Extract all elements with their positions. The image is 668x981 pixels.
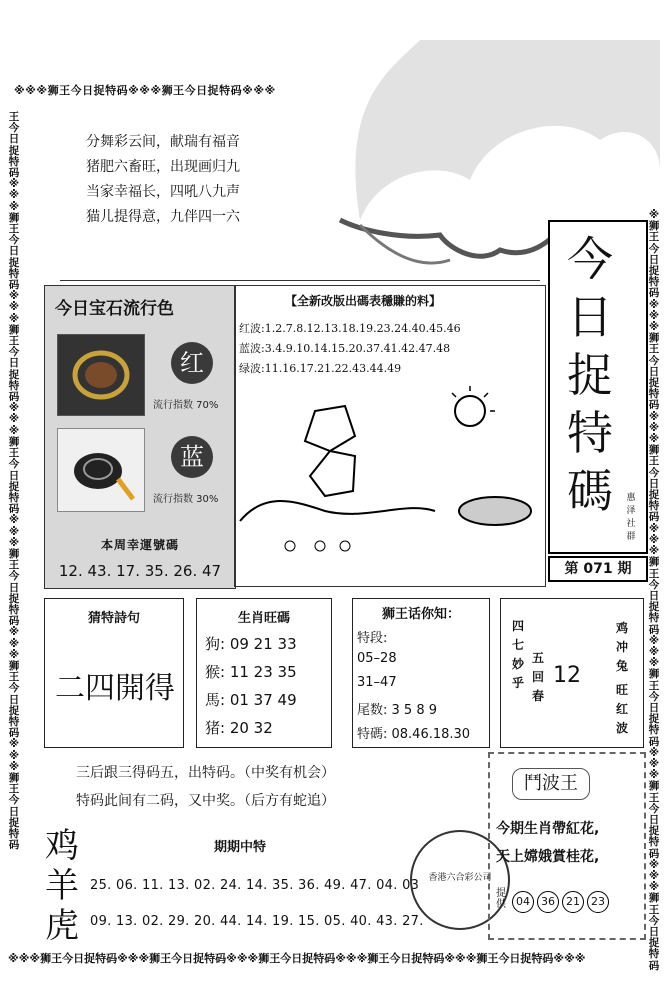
zodiac-line: 猴: 11 23 35 [205,663,297,681]
zodiac-title: 生肖旺碼 [237,611,290,626]
lucky-label: 本周幸運號碼 [100,538,179,552]
right-col-text: 四七妙乎 [511,619,524,690]
bottom-banner: ※※※狮王今日捉特码※※※狮王今日捉特码※※※狮王今日捉特码※※※狮王今日捉特码※※※狮王今日捉特码※※※ [8,952,586,965]
note-line: 特码此间有二码，又中奖。（后方有蛇追） [76,793,335,809]
provider-label: 提供 [496,888,506,910]
wave-title: 【全新改版出碼表穩賺的料】 [285,294,442,308]
blue-index: 流行指数 30% [153,494,219,505]
zodiac-big-char: 鸡 [45,826,79,866]
note-line: 三后跟三得码五，出特码。（中奖有机会） [76,765,335,781]
green-wave-numbers: 绿波:11.16.17.21.22.43.44.49 [239,362,402,375]
blue-color-badge: 蓝 [171,436,213,478]
gem-ring-image [57,428,145,512]
zodiac-line: 狗: 09 21 33 [205,635,297,653]
title-char: 日 [567,290,613,344]
wave-king-title: 鬥波王 [512,768,590,800]
gem-panel [44,285,236,589]
gem-ring-image [57,334,145,416]
right-col-text: 旺红波 [615,683,628,735]
poem-line: 猪肥六畜旺，出现画归九 [86,159,240,175]
lion-title: 狮王话你知： [381,607,460,622]
period-numbers: 09. 13. 02. 29. 20. 44. 14. 19. 15. 05. 40. 43. 27. [90,914,424,929]
top-banner: ※※※狮王今日捉特码※※※狮王今日捉特码※※※ [14,84,276,97]
sketch-illustration [235,381,545,581]
period-label: 期期中特 [214,840,267,855]
gem-title: 今日宝石流行色 [55,299,174,319]
zodiac-panel [196,598,332,748]
guess-poem-panel [44,598,184,748]
number-ball: 21 [562,891,584,913]
title-char: 特 [567,406,613,460]
zodiac-big-char: 羊 [45,866,79,906]
blue-wave-numbers: 蓝波:3.4.9.10.14.15.20.37.41.42.47.48 [239,342,451,355]
title-small: 惠泽社群 [626,493,636,542]
wave-king-panel [488,752,646,940]
divider [60,280,540,281]
poem [86,130,240,230]
red-wave-numbers: 红波:1.2.7.8.12.13.18.19.23.24.40.45.46 [239,322,461,335]
ball-row [512,890,612,913]
number-ball: 23 [587,891,609,913]
right-side-banner: ※狮王今日捉特码※※※狮王今日捉特码※※※狮王今日捉特码※※※狮王今日捉特码※※※狮王今日捉特码※※※狮王今日捉特码※※※狮王今日捉特码 [648,209,660,972]
zodiac-line: 猪: 20 32 [205,719,273,737]
title-box [548,220,648,554]
poem-line: 猫儿提得意，九伴四一六 [86,209,240,225]
right-col-text: 五回春 [531,651,544,703]
wave-king-line: 天上嫦娥賞桂花, [496,849,600,865]
right-number: 12 [553,663,581,688]
lucky-numbers: 12. 43. 17. 35. 26. 47 [58,562,222,580]
right-info-panel [500,598,644,748]
wave-panel [234,285,546,587]
zodiac-big-char: 虎 [45,906,79,946]
wave-king-line: 今期生肖帶紅花, [496,821,600,837]
poem-line: 当家幸福长，四吼八九声 [86,184,240,200]
issue-number: 第 071 期 [548,556,648,582]
number-ball: 36 [537,891,559,913]
stamp-text: 香港六合彩公司 [428,873,492,883]
title-char: 今 [567,232,613,286]
red-index: 流行指数 70% [153,400,219,411]
number-ball: 04 [512,891,534,913]
period-numbers: 25. 06. 11. 13. 02. 24. 14. 35. 36. 49. 47. 04. 03 [90,878,420,893]
poem-line: 分舞彩云间，献瑞有福音 [86,134,240,150]
lion-panel [352,598,490,748]
lion-line: 31–47 [357,675,397,690]
lion-line: 特段: [357,631,388,646]
title-char: 捉 [567,348,613,402]
red-color-badge: 红 [171,342,213,384]
lion-line: 05–28 [357,651,397,666]
zodiac-line: 馬: 01 37 49 [205,691,297,709]
lion-line: 特碼: 08.46.18.30 [357,727,471,742]
lion-line: 尾数: 3 5 8 9 [357,703,437,718]
title-char: 碼 [567,464,613,518]
guess-poem-text: 二四開得 [55,671,175,706]
guess-poem-title: 猜特詩句 [87,611,140,626]
left-side-banner: 王今日捉特码※※※狮王今日捉特码※※※狮王今日捉特码※※※狮王今日捉特码※※※狮王今日捉特码※※※狮王今日捉特码※※※狮王今日捉特码 [8,111,20,852]
right-col-text: 鸡冲兔 [615,621,628,673]
